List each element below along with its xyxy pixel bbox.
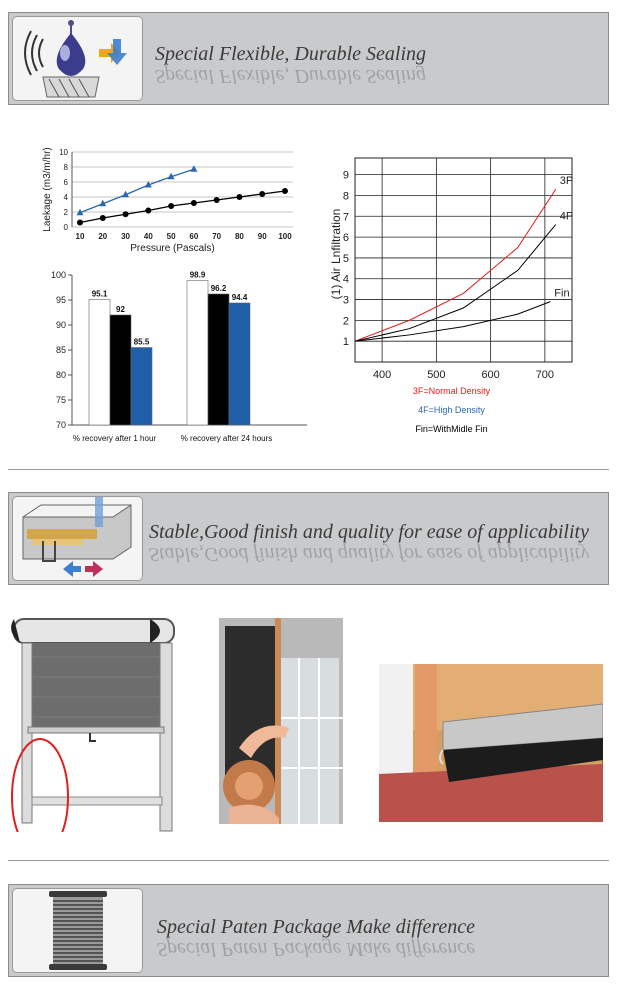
section-title: Special Flexible, Durable Sealing xyxy=(155,43,427,65)
y-tick-label: 90 xyxy=(55,320,66,330)
sealing-banner xyxy=(8,12,609,105)
y-tick-label: 80 xyxy=(55,370,66,380)
x-tick-label: 60 xyxy=(189,232,199,241)
x-tick-label: 20 xyxy=(98,232,108,241)
bar-value-label: 92 xyxy=(116,305,125,314)
seal-drop-icon xyxy=(12,16,143,101)
y-tick-label: 2 xyxy=(342,315,349,328)
y-tick-label: 75 xyxy=(55,395,66,405)
data-point xyxy=(214,197,220,203)
bar-value-label: 85.5 xyxy=(133,337,150,347)
door-seal-image xyxy=(379,664,603,822)
x-tick-label: 90 xyxy=(257,232,267,241)
y-tick-label: 100 xyxy=(50,270,66,280)
y-tick-label: 9 xyxy=(342,169,349,182)
bar xyxy=(110,315,131,425)
x-tick-label: 70 xyxy=(212,232,222,241)
x-tick-label: 40 xyxy=(143,232,153,241)
section-title-reflection: Stable,Good finish and quality for ease of applicability xyxy=(149,543,589,565)
bar xyxy=(89,300,110,426)
section-title-reflection: Special Paten Package Make difference xyxy=(157,938,475,960)
data-point xyxy=(190,165,197,172)
category-label: % recovery after 1 hour xyxy=(72,434,157,443)
x-tick-label: 400 xyxy=(372,369,392,381)
window-profile-icon xyxy=(12,496,143,581)
air-infiltration-chart xyxy=(326,150,584,440)
bar xyxy=(187,281,208,426)
bar xyxy=(131,348,152,426)
y-tick-label: 95 xyxy=(55,295,66,305)
y-tick-label: 2 xyxy=(63,208,68,217)
leakage-line-chart xyxy=(38,140,300,260)
y-tick-label: 6 xyxy=(342,232,349,245)
y-tick-label: 0 xyxy=(63,223,68,232)
plot-frame xyxy=(355,158,572,362)
y-tick-label: 10 xyxy=(59,148,68,157)
y-axis-label: Laekage (m3/m/hr) xyxy=(42,147,53,232)
y-axis-label: (1) Air Lnfiltration xyxy=(329,208,343,300)
x-tick-label: 30 xyxy=(121,232,131,241)
y-tick-label: 6 xyxy=(63,178,68,187)
section-title-reflection: Special Flexible, Durable Sealing xyxy=(155,65,427,87)
x-tick-label: 50 xyxy=(166,232,176,241)
series-label: 4P xyxy=(559,210,574,223)
y-tick-label: 4 xyxy=(63,193,68,202)
legend-entry: 3F=Normal Density xyxy=(412,386,491,396)
data-point xyxy=(77,220,83,226)
y-tick-label: 4 xyxy=(342,273,349,286)
recovery-bar-chart xyxy=(45,266,310,451)
data-point xyxy=(191,200,197,206)
x-tick-label: 80 xyxy=(234,232,244,241)
data-point xyxy=(236,194,242,200)
y-tick-label: 1 xyxy=(342,336,349,349)
roller-screen-image xyxy=(10,617,180,832)
spool-icon xyxy=(12,888,143,973)
series-line xyxy=(80,169,194,213)
bar xyxy=(208,294,229,425)
data-point xyxy=(123,211,129,217)
y-tick-label: 5 xyxy=(342,252,349,265)
y-tick-label: 7 xyxy=(342,211,349,224)
legend-entry: 4F=High Density xyxy=(418,405,485,415)
installation-image xyxy=(219,618,343,824)
package-banner xyxy=(8,884,609,977)
y-tick-label: 70 xyxy=(55,420,66,430)
series-label: 3P xyxy=(559,175,574,188)
x-tick-label: 500 xyxy=(427,369,446,381)
data-point xyxy=(145,208,151,214)
data-point xyxy=(100,215,106,221)
x-axis-label: Pressure (Pascals) xyxy=(130,243,215,254)
bar-value-label: 94.4 xyxy=(231,293,248,302)
y-tick-label: 85 xyxy=(55,345,66,355)
bar-value-label: 96.2 xyxy=(210,284,227,293)
data-point xyxy=(282,188,288,194)
divider xyxy=(8,860,609,861)
series-label: Fin xyxy=(554,287,570,300)
x-tick-label: 10 xyxy=(75,232,85,241)
bar-value-label: 98.9 xyxy=(189,270,206,280)
y-tick-label: 8 xyxy=(63,163,68,172)
y-tick-label: 8 xyxy=(342,190,349,203)
bar-value-label: 95.1 xyxy=(91,289,108,299)
x-tick-label: 600 xyxy=(481,369,500,381)
series-line xyxy=(80,191,285,223)
x-tick-label: 100 xyxy=(278,232,292,241)
finish-banner xyxy=(8,492,609,585)
y-tick-label: 3 xyxy=(342,294,349,307)
data-point xyxy=(259,191,265,197)
category-label: % recovery after 24 hours xyxy=(180,434,273,443)
section-title: Stable,Good finish and quality for ease of applicability xyxy=(149,521,589,543)
section-title: Special Paten Package Make difference xyxy=(157,916,475,938)
data-point xyxy=(168,203,174,209)
divider xyxy=(8,469,609,470)
bar xyxy=(229,303,250,425)
x-tick-label: 700 xyxy=(535,369,555,381)
legend-entry: Fin=WithMidle Fin xyxy=(415,424,488,434)
